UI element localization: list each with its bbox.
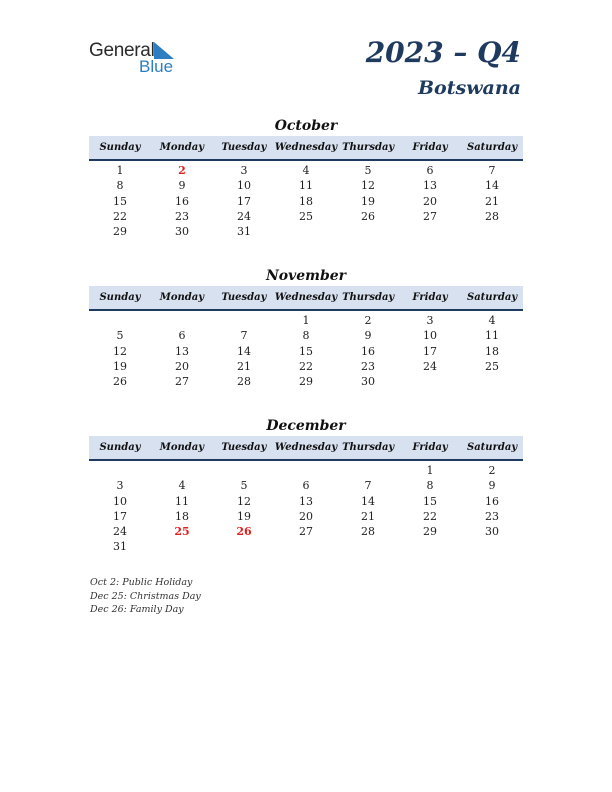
weekday-label: Wednesday — [274, 442, 338, 453]
country-name: Botswana — [418, 77, 521, 99]
day-cell: 21 — [485, 194, 499, 208]
day-cell: 6 — [426, 164, 434, 177]
week-row — [89, 224, 523, 239]
day-cell: 31 — [237, 225, 251, 239]
day-cell: 9 — [364, 329, 372, 343]
day-cell: 6 — [302, 479, 310, 493]
day-cell: 21 — [237, 359, 251, 373]
day-cell: 14 — [361, 494, 375, 508]
day-cell: 25 — [299, 209, 313, 223]
day-cell: 24 — [237, 209, 251, 223]
month-title: October — [274, 118, 338, 134]
day-cell: 20 — [423, 194, 437, 208]
day-cell: 16 — [361, 344, 375, 358]
day-cell: 15 — [113, 194, 127, 208]
week-row — [89, 374, 523, 389]
weekday-label: Monday — [159, 442, 205, 453]
weekday-label: Wednesday — [274, 142, 338, 153]
day-cell: 8 — [302, 329, 310, 343]
day-cell: 11 — [299, 179, 313, 193]
day-cell: 11 — [485, 329, 499, 343]
day-cell — [337, 224, 399, 239]
weekday-label: Thursday — [342, 292, 395, 303]
day-cell: 30 — [175, 225, 189, 239]
day-cell — [399, 539, 461, 554]
holiday-notes — [90, 576, 201, 617]
weekday-label: Thursday — [342, 442, 395, 453]
day-cell: 5 — [240, 479, 248, 493]
day-cell: 15 — [423, 494, 437, 508]
weekday-label: Sunday — [99, 292, 141, 303]
day-cell: 15 — [299, 344, 313, 358]
weekday-header — [89, 436, 523, 461]
day-cell: 22 — [113, 209, 127, 223]
day-cell: 29 — [423, 525, 437, 539]
day-cell: 9 — [178, 179, 186, 193]
day-cell: 3 — [240, 164, 248, 177]
day-cell: 13 — [423, 179, 437, 193]
day-cell: 23 — [361, 359, 375, 373]
day-cell: 14 — [237, 344, 251, 358]
day-cell: 18 — [175, 509, 189, 523]
month-november — [89, 266, 523, 389]
day-cell: 1 — [116, 164, 124, 177]
weekday-label: Monday — [159, 292, 205, 303]
weekday-label: Sunday — [99, 142, 141, 153]
week-row — [89, 478, 523, 493]
day-cell: 3 — [116, 479, 124, 493]
week-row — [89, 313, 523, 328]
day-cell — [461, 539, 523, 554]
day-cell — [89, 463, 151, 478]
day-cell: 19 — [361, 194, 375, 208]
day-cell: 18 — [299, 194, 313, 208]
day-cell — [461, 224, 523, 239]
day-cell: 7 — [240, 329, 248, 343]
day-cell: 24 — [113, 525, 127, 539]
weekday-label: Tuesday — [221, 292, 267, 303]
week-row — [89, 359, 523, 374]
day-cell: 28 — [361, 525, 375, 539]
day-cell: 3 — [426, 314, 434, 327]
day-cell: 1 — [426, 464, 434, 477]
weekday-label: Thursday — [342, 142, 395, 153]
day-cell: 17 — [423, 344, 437, 358]
day-cell: 2 — [364, 314, 372, 327]
weekday-header — [89, 286, 523, 311]
week-row — [89, 163, 523, 178]
logo-text-general: General — [89, 40, 155, 61]
day-cell: 30 — [361, 375, 375, 389]
holiday-note: Dec 26: Family Day — [90, 604, 184, 615]
logo — [89, 40, 189, 76]
weekday-header — [89, 136, 523, 161]
day-cell: 17 — [113, 509, 127, 523]
day-cell: 19 — [237, 509, 251, 523]
day-cell: 6 — [178, 329, 186, 343]
weekday-label: Tuesday — [221, 442, 267, 453]
month-december — [89, 416, 523, 555]
day-cell: 13 — [175, 344, 189, 358]
week-row — [89, 539, 523, 554]
weekday-label: Saturday — [466, 442, 518, 453]
weekday-label: Saturday — [466, 142, 518, 153]
day-cell: 19 — [113, 359, 127, 373]
day-cell: 11 — [175, 494, 189, 508]
day-cell — [399, 224, 461, 239]
day-cell: 4 — [488, 314, 496, 327]
holiday-note: Oct 2: Public Holiday — [90, 577, 193, 588]
day-cell: 29 — [113, 225, 127, 239]
day-cell: 8 — [116, 179, 124, 193]
day-cell: 25 — [174, 525, 190, 539]
weekday-label: Tuesday — [221, 142, 267, 153]
day-cell: 2 — [178, 164, 186, 177]
day-cell: 31 — [113, 540, 127, 554]
day-cell: 10 — [423, 329, 437, 343]
day-cell: 20 — [175, 359, 189, 373]
day-cell: 12 — [113, 344, 127, 358]
day-cell: 28 — [485, 209, 499, 223]
day-cell — [151, 463, 213, 478]
day-cell: 22 — [423, 509, 437, 523]
day-cell — [399, 374, 461, 389]
day-cell: 4 — [178, 479, 186, 493]
day-cell: 4 — [302, 164, 310, 177]
day-cell: 16 — [485, 494, 499, 508]
page-title: 2023 – Q4 — [365, 36, 521, 69]
week-row — [89, 344, 523, 359]
day-cell — [89, 313, 151, 328]
day-cell — [275, 463, 337, 478]
day-cell: 5 — [116, 329, 124, 343]
month-october — [89, 116, 523, 239]
week-row — [89, 524, 523, 539]
day-cell: 28 — [237, 375, 251, 389]
day-cell: 10 — [113, 494, 127, 508]
day-cell — [275, 539, 337, 554]
day-cell: 16 — [175, 194, 189, 208]
day-cell: 23 — [485, 509, 499, 523]
weekday-label: Sunday — [99, 442, 141, 453]
weekday-label: Saturday — [466, 292, 518, 303]
day-cell: 12 — [237, 494, 251, 508]
day-cell — [151, 539, 213, 554]
day-cell — [461, 374, 523, 389]
day-cell — [151, 313, 213, 328]
day-cell: 12 — [361, 179, 375, 193]
day-cell — [213, 313, 275, 328]
day-cell: 20 — [299, 509, 313, 523]
weekday-label: Friday — [412, 142, 448, 153]
day-cell: 24 — [423, 359, 437, 373]
day-cell: 26 — [113, 375, 127, 389]
week-row — [89, 494, 523, 509]
week-row — [89, 509, 523, 524]
weekday-label: Wednesday — [274, 292, 338, 303]
month-title: December — [266, 418, 346, 434]
day-cell: 25 — [485, 359, 499, 373]
weekday-label: Friday — [412, 442, 448, 453]
day-cell: 1 — [302, 314, 310, 327]
week-row — [89, 194, 523, 209]
day-cell: 7 — [488, 164, 496, 177]
day-cell — [337, 463, 399, 478]
day-cell: 5 — [364, 164, 372, 177]
day-cell: 14 — [485, 179, 499, 193]
day-cell — [275, 224, 337, 239]
week-row — [89, 178, 523, 193]
day-cell: 10 — [237, 179, 251, 193]
day-cell: 9 — [488, 479, 496, 493]
week-row — [89, 463, 523, 478]
day-cell: 8 — [426, 479, 434, 493]
day-cell: 30 — [485, 525, 499, 539]
day-cell: 23 — [175, 209, 189, 223]
weekday-label: Monday — [159, 142, 205, 153]
day-cell: 27 — [175, 375, 189, 389]
day-cell: 22 — [299, 359, 313, 373]
day-cell: 17 — [237, 194, 251, 208]
day-cell: 21 — [361, 509, 375, 523]
day-cell: 27 — [423, 209, 437, 223]
day-cell — [213, 539, 275, 554]
day-cell: 27 — [299, 525, 313, 539]
week-row — [89, 209, 523, 224]
logo-text-blue: Blue — [139, 57, 174, 76]
day-cell: 29 — [299, 375, 313, 389]
month-title: November — [265, 268, 347, 284]
weekday-label: Friday — [412, 292, 448, 303]
day-cell: 26 — [361, 209, 375, 223]
day-cell: 2 — [488, 464, 496, 477]
week-row — [89, 328, 523, 343]
day-cell — [213, 463, 275, 478]
day-cell: 18 — [485, 344, 499, 358]
day-cell: 13 — [299, 494, 313, 508]
holiday-note: Dec 25: Christmas Day — [90, 590, 201, 602]
day-cell — [337, 539, 399, 554]
day-cell: 26 — [236, 525, 252, 539]
day-cell: 7 — [364, 479, 372, 493]
